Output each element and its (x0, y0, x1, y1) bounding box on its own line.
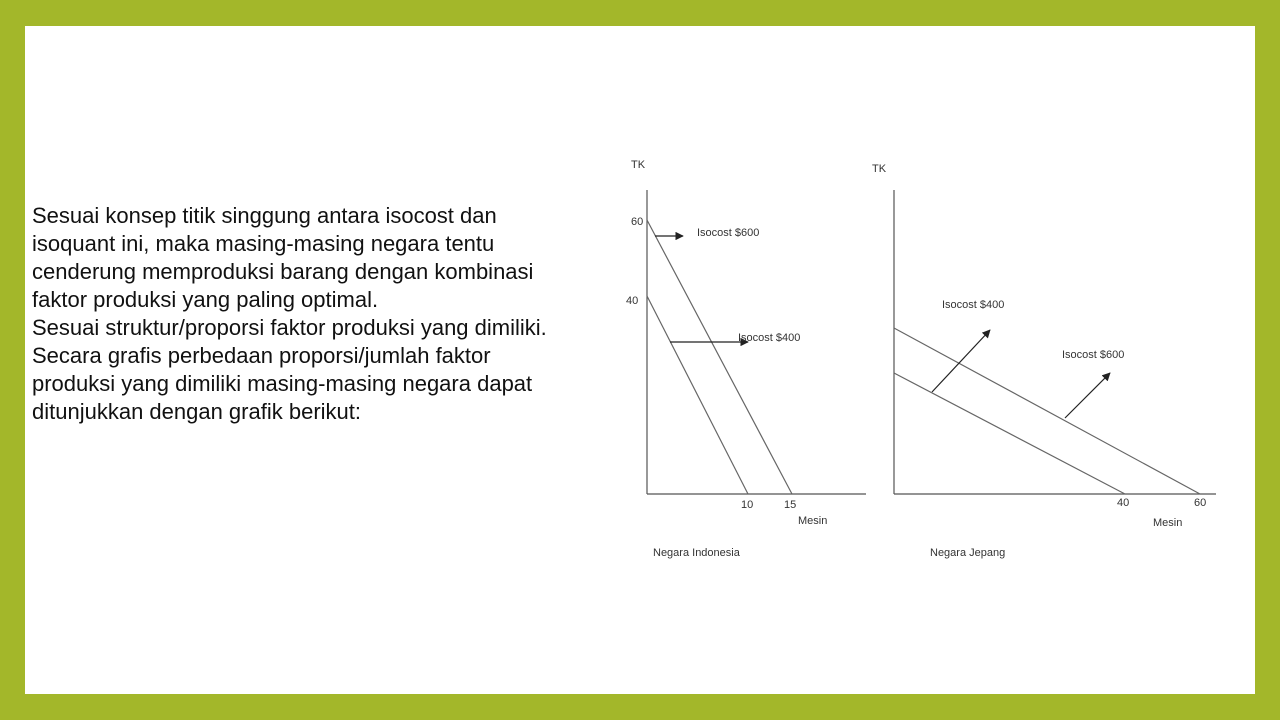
indonesia-isocost-600-line (647, 220, 792, 494)
jepang-isocost-600-line (894, 328, 1200, 494)
jepang-caption: Negara Jepang (930, 547, 1006, 559)
jepang-isocost-600-arrow (1065, 373, 1110, 418)
jepang-x-axis-label: Mesin (1153, 517, 1183, 529)
indonesia-caption: Negara Indonesia (653, 547, 740, 559)
indonesia-y-axis-label: TK (631, 159, 646, 171)
indonesia-isocost-600-label: Isocost $600 (697, 227, 760, 239)
paragraph-1: Sesuai konsep titik singgung antara isocost dan isoquant ini, maka masing-masing negara tentu cenderung memproduksi barang dengan kombinasi faktor produksi yang paling optimal. (32, 203, 534, 312)
jepang-y-axis-label: TK (872, 163, 887, 175)
indonesia-y-tick-40: 40 (626, 295, 639, 307)
paragraph-3: Secara grafis perbedaan proporsi/jumlah faktor produksi yang dimiliki masing-masing negara dapat ditunjukkan dengan grafik berikut: (32, 343, 533, 424)
indonesia-x-tick-10: 10 (741, 499, 754, 511)
diagram-jepang (872, 163, 1216, 559)
jepang-x-tick-40: 40 (1117, 497, 1130, 509)
indonesia-y-tick-60: 60 (631, 216, 644, 228)
paragraph-2: Sesuai struktur/proporsi faktor produksi yang dimiliki. (32, 315, 547, 340)
indonesia-isocost-400-label: Isocost $400 (738, 332, 801, 344)
indonesia-x-axis-label: Mesin (798, 515, 828, 527)
indonesia-isocost-400-line (647, 296, 748, 494)
jepang-x-tick-60: 60 (1194, 497, 1207, 509)
jepang-isocost-400-arrow (932, 330, 990, 392)
jepang-isocost-600-label: Isocost $600 (1062, 349, 1125, 361)
indonesia-x-tick-15: 15 (784, 499, 797, 511)
jepang-isocost-400-label: Isocost $400 (942, 299, 1005, 311)
diagram-indonesia (626, 159, 866, 559)
